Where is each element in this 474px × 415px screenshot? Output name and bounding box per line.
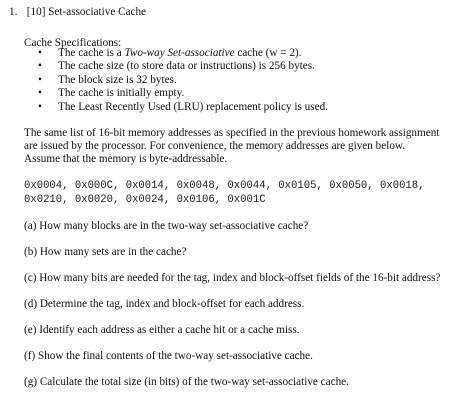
paragraph-line: The same list of 16-bit memory addresses as specified in the previous homework assignment	[24, 127, 440, 139]
question-g: (g) Calculate the total size (in bits) of the two-way set-associative cache.	[24, 376, 349, 388]
spec-item	[38, 87, 328, 100]
bullet-icon: •	[38, 100, 42, 113]
spec-item	[38, 74, 328, 87]
specs-heading: Cache Specifications:	[24, 37, 122, 49]
spec-text-pre: The cache size (to store data or instructions) is 256 bytes.	[58, 60, 315, 73]
question-a: (a) How many blocks are in the two-way set-associative cache?	[24, 220, 309, 232]
paragraph-line: Assume that the memory is byte-addressable.	[24, 153, 228, 166]
bullet-icon: •	[38, 47, 42, 59]
problem-number: 1.	[9, 6, 18, 18]
bullet-icon: •	[38, 60, 42, 73]
spec-text-pre: The Least Recently Used (LRU) replacement policy is used.	[58, 100, 328, 113]
paragraph-line: are issued by the processor. For convenience, the memory addresses are given below.	[24, 140, 406, 153]
question-b: (b) How many sets are in the cache?	[24, 246, 187, 258]
spec-text-pre: The cache is initially empty.	[58, 87, 185, 100]
spec-item	[38, 47, 328, 60]
intro-paragraph	[24, 127, 469, 167]
question-f: (f) Show the final contents of the two-way set-associative cache.	[24, 350, 313, 362]
spec-text-pre: The cache is a	[58, 47, 125, 59]
spec-text-post: cache (w = 2).	[234, 47, 302, 59]
address-list	[24, 180, 425, 207]
bullet-icon: •	[38, 87, 42, 100]
problem-title	[9, 5, 146, 19]
question-d: (d) Determine the tag, index and block-offset for each address.	[24, 298, 305, 310]
spec-text-pre: The block size is 32 bytes.	[58, 73, 177, 86]
question-e: (e) Identify each address as either a cache hit or a cache miss.	[24, 324, 300, 336]
problem-title-text: [10] Set-associative Cache	[26, 6, 147, 18]
question-c: (c) How many bits are needed for the tag, index and block-offset fields of the 16-bit address?	[24, 272, 441, 284]
spec-item	[38, 60, 328, 73]
spec-item	[38, 101, 328, 114]
spec-text-emphasis: Two-way Set-associative	[124, 47, 235, 59]
specs-list	[38, 47, 328, 114]
address-line: 0x0210, 0x0020, 0x0024, 0x0106, 0x001C	[24, 193, 266, 206]
bullet-icon: •	[38, 73, 42, 86]
address-line: 0x0004, 0x000C, 0x0014, 0x0048, 0x0044, 0x0105, 0x0050, 0x0018,	[24, 180, 425, 192]
